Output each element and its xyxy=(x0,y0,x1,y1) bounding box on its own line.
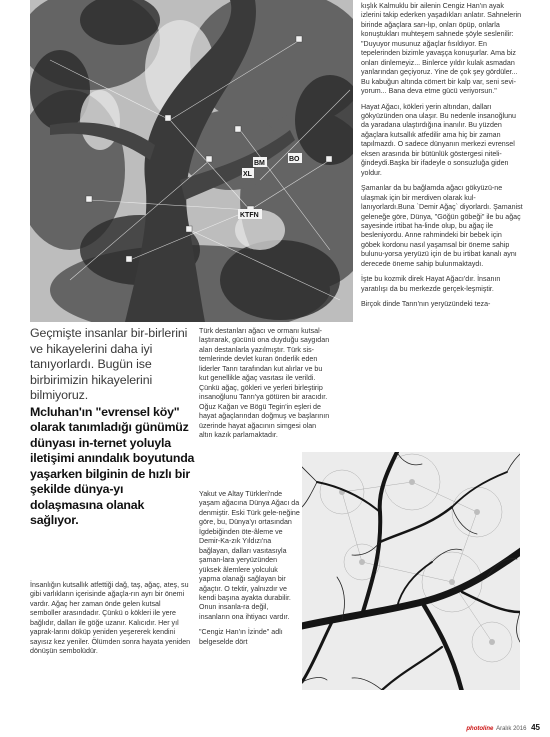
paragraph: İşte bu kozmik direk Hayat Ağacı'dır. İnsanın yaratılışı da bu merkezde gerçek-leşmiştir. xyxy=(361,275,501,293)
article-column-left xyxy=(30,581,192,657)
article-column-right xyxy=(361,2,523,310)
node-label: BO xyxy=(289,156,300,163)
paragraph: Türk destanları ağacı ve ormanı kutsal-laştırarak, gücünü ona duyduğu saygıdan alan destanlarla yazılmıştır. Türk sis-temlerinde devlet kuran önderlik eden liderler Tanrı tarafından kut alırlar ve bu kut genellikle ağaç vasıtası ile verildi. Çünkü ağaç, gökleri ve yerleri birleştirip insanoğlunu Tanrı'ya götüren bir aracıdır. Oğuz Kağan ve Bögü Tegin'in eşleri de hayat ağaçlarından doğmuş ve başlarının üzerinde hayat ağacının simgesi olan altın kazık parlamaktadır. xyxy=(199,327,330,439)
paragraph: Yakut ve Altay Türkleri'nde yaşam ağacına Dünya Ağacı da denmiştir. Eski Türk gele-neğine göre, bu, Dünya'yı ortasından İgdebiğinden öte-âleme ve Demir-Ka-zık Yıldızı'na bağlayan, dalları vasıtasıyla şaman-lara yeryüzünden yüksek âlemlere yolculuk yapma olanağı sağlayan bir ağaçtır. O tektir, yalnızdır ve kendi başına ayakta durabilir. Onun insanla-ra değil, insanların ona ihtiyacı vardır. xyxy=(199,490,300,621)
paragraph: İnsanlığın kutsallık atfettiği dağ, taş, ağaç, ateş, su gibi varlıkların içerisinde ağaçla-rın ayrı bir önemi vardır. Ağaç her zaman önde gelen kutsal semboller arasındadır. Çünkü o kökleri ile yere bağlıdır, dalları ile göğe uzanır. Kalıcıdır. Her yıl yaprak-larını döküp yeniden yeşererek kendini sayısız kez yeniler. Ölümden sonra hayata yeniden dönüşün sembolüdür. xyxy=(30,581,191,656)
top-photo xyxy=(30,0,353,322)
paragraph: Birçok dinde Tanrı'nın yeryüzündeki teza- xyxy=(361,300,491,309)
node-label: BM xyxy=(254,160,265,167)
paragraph: Hayat Ağacı, kökleri yerin altından, dalları gökyüzünden ona ulaşır. Bu nedenle insanoğlunu da yaradana ulaştırdığına inanılır. Bu yüzden ağaçlara kutsallık atfedilir ama hiç bir zaman tapılmazdı. O sadece dünyanın merkezi evrensel eksen arasında bir bütünlük göstergesi niteli-ğindeydi.Başka bir ifadeyle o sonsuzluğa giden yoldur. xyxy=(361,102,517,177)
pull-quote xyxy=(30,326,195,529)
magazine-logo-part: photo xyxy=(466,726,484,732)
page-number: 45 xyxy=(531,723,540,732)
node-label: XL xyxy=(243,171,252,178)
magazine-logo-part: line xyxy=(483,726,494,732)
tree-network-collage xyxy=(30,0,353,322)
pull-quote-bold: Mcluhan'ın "evrensel köy" olarak tanımladığı günümüz dünyası in-ternet yoluyla iletişimi anındalık boyutunda yaşarken bilginin de hızlı bir şekilde dünya-yı dolaşmasına olanak sağlıyor. xyxy=(30,404,195,527)
paragraph: kışlık Kalmuklu bir ailenin Cengiz Han'ın ayak izlerini takip ederken yaşadıkları anlatır. Sahnelerin birinde ağaçlara sarı-lıp, onları öpüp, onlarla konuştukları muhteşem sahnede şöyle seslenilir: "Duyuyor musunuz ağaçlar fısıldıyor. En tepelerinden bizimle yavaşça konuşurlar. Ama biz onları dinlemeyiz... Binlerce yıldır kulak asmadan yanlarından geçiyoruz. Yine de çok şey gördüler... Bu kabuğun altında cömert bir kalp var, seni sevi-yorum... Bana deva etme gücü veriyorsun." xyxy=(361,2,522,96)
article-column-narrow xyxy=(199,490,301,647)
paragraph: "Cengiz Han'ın İzinde" adlı belgeselde dört xyxy=(199,628,283,646)
pull-quote-intro: Geçmişte insanlar bir-birlerini ve hikayelerini daha iyi tanıyorlardı. Bugün ise birbirimizin hikayelerini bilmiyoruz. xyxy=(30,326,188,402)
article-column-middle xyxy=(199,327,331,440)
page-footer xyxy=(466,723,540,732)
issue-date: Aralık 2016 xyxy=(496,726,527,732)
branches-network-photo xyxy=(302,452,520,690)
middle-photo xyxy=(302,452,520,690)
node-label: KTFN xyxy=(240,212,259,219)
paragraph: Şamanlar da bu bağlamda ağacı gökyüzü-ne ulaşmak için bir merdiven olarak kul-lanıyorlardı.Buna `Demir Ağaç` diyorlardı. Şamanist geleneğe göre, Dünya, "Göğün göbeği" ile bu ağaç sayesinde irtibat ha-linde olup, bu ağaç ile besleniyordu. Anne rahmindeki bir bebek için göbek kordonu nasıl yaşamsal bir öneme sahip bulunu-yorsa yeryüzü için de bu irtibat kanalı aynı derecede öneme sahip bulunmaktaydı. xyxy=(361,184,523,268)
